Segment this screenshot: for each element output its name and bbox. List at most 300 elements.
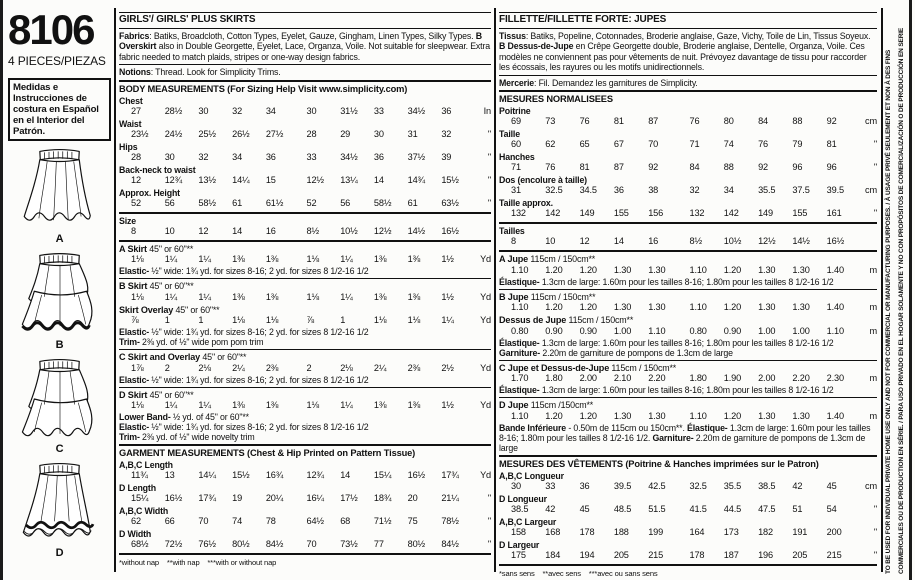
text-run: 45" or 60"** bbox=[146, 243, 194, 254]
bold-label: Élastique- bbox=[687, 422, 728, 433]
value-cell: 17¾ bbox=[441, 470, 459, 481]
value-cell: 37.5 bbox=[792, 185, 810, 196]
value-cell: 1.10 bbox=[511, 264, 529, 275]
value-cell: 34.5 bbox=[579, 185, 597, 196]
value-cell: 205 bbox=[613, 549, 629, 560]
value-cell: 2 bbox=[164, 362, 170, 373]
measurement-row bbox=[119, 198, 491, 210]
value-cell: 16½ bbox=[407, 470, 426, 481]
value-cell: 33 bbox=[373, 105, 384, 116]
value-cell: 81 bbox=[613, 116, 624, 127]
fr-section-a-header bbox=[499, 254, 877, 265]
value-cell: 10½ bbox=[340, 225, 358, 236]
bold-label: C Skirt and Overlay bbox=[119, 352, 201, 363]
unit-cell: " bbox=[873, 503, 877, 514]
value-cell: 1⅜ bbox=[373, 400, 387, 411]
row-label: Size bbox=[119, 215, 137, 226]
value-cell: 92 bbox=[758, 162, 768, 173]
value-cell: 2⅜ bbox=[407, 362, 421, 373]
value-cell: 14½ bbox=[407, 225, 426, 236]
text-run: 2.20m de garniture de pompons de 1.3cm de large bbox=[540, 347, 733, 358]
unit-cell: cm bbox=[865, 480, 877, 491]
french-panel bbox=[499, 12, 877, 578]
measurement-row bbox=[499, 139, 877, 151]
view-a-label: A bbox=[55, 233, 64, 245]
value-cell: 78 bbox=[265, 516, 276, 527]
value-cell: 16 bbox=[265, 225, 276, 236]
measurement-row bbox=[119, 129, 491, 141]
value-cell: 28 bbox=[131, 151, 141, 162]
value-cell: 76 bbox=[758, 139, 768, 150]
value-cell: 1½ bbox=[441, 291, 454, 302]
unit-cell: cm bbox=[865, 185, 877, 196]
value-cell: 45 bbox=[579, 503, 590, 514]
text-run: also in Double Georgette, Eyelet, Lace, Organza, Voile. Not suitable for sleepwear. Extra fabric needed to match plaids, stripes or one-way design fabrics. bbox=[119, 41, 490, 62]
value-cell: 156 bbox=[648, 208, 664, 219]
value-cell: 8 bbox=[511, 236, 516, 247]
measurement-row bbox=[499, 162, 877, 174]
bold-label: D Skirt bbox=[119, 389, 148, 400]
value-cell: 45 bbox=[826, 480, 837, 491]
rule bbox=[499, 455, 877, 457]
yardage-row bbox=[119, 315, 491, 327]
value-cell: 1 bbox=[340, 315, 346, 326]
bold-label: Trim- bbox=[119, 432, 140, 443]
value-cell: 14¼ bbox=[232, 174, 250, 185]
value-cell: 1¼ bbox=[340, 254, 353, 265]
en-garment-measurements-header: GARMENT MEASUREMENTS (Chest & Hip Printed on Pattern Tissue) bbox=[119, 448, 416, 459]
value-cell: 2⅜ bbox=[265, 362, 279, 373]
unit-cell: m bbox=[869, 325, 877, 336]
rule bbox=[119, 212, 491, 214]
value-cell: 13¼ bbox=[340, 174, 358, 185]
value-cell: 10 bbox=[545, 236, 556, 247]
measurement-row bbox=[499, 550, 877, 562]
value-cell: 32.5 bbox=[689, 480, 707, 491]
value-cell: 35.5 bbox=[758, 185, 776, 196]
measurement-row bbox=[119, 493, 491, 505]
value-cell: 60 bbox=[511, 139, 521, 150]
value-cell: 1½ bbox=[441, 254, 454, 265]
text-run: 1.3cm de large: 1.60m pour les tailles 8-16; 1.80m pour les tailles 8 1/2-16 1/2 bbox=[539, 385, 834, 396]
value-cell: 1⅛ bbox=[373, 315, 387, 326]
value-cell: 80½ bbox=[232, 539, 250, 550]
value-cell: 32.5 bbox=[545, 185, 563, 196]
bold-label: Élastique- bbox=[499, 276, 540, 287]
value-cell: 1.20 bbox=[545, 302, 563, 313]
en-section-b-header bbox=[119, 281, 491, 292]
value-cell: 48.5 bbox=[613, 503, 632, 514]
value-cell: 36 bbox=[579, 480, 590, 491]
unit-cell: Yd bbox=[480, 254, 492, 265]
value-cell: 73 bbox=[545, 116, 556, 127]
row-label: D Width bbox=[119, 529, 152, 540]
value-cell: 28½ bbox=[164, 105, 183, 116]
value-cell: 1⅜ bbox=[232, 254, 245, 265]
value-cell: 74 bbox=[723, 139, 734, 150]
value-cell: 14½ bbox=[792, 236, 810, 247]
bold-label: A Skirt bbox=[119, 243, 147, 254]
size-row bbox=[119, 226, 491, 238]
value-cell: 1⅜ bbox=[265, 400, 279, 411]
measurement-row bbox=[119, 470, 491, 482]
value-cell: 52 bbox=[306, 197, 317, 208]
value-cell: 38.5 bbox=[511, 503, 529, 514]
value-cell: 70 bbox=[648, 139, 659, 150]
value-cell: 87 bbox=[648, 116, 659, 127]
size-row bbox=[499, 236, 877, 248]
value-cell: 76 bbox=[545, 162, 556, 173]
value-cell: 1⅛ bbox=[306, 400, 319, 411]
value-cell: 81 bbox=[826, 139, 837, 150]
fr-title: FILLETTE/FILLETTE FORTE: JUPES bbox=[499, 12, 877, 29]
value-cell: 14 bbox=[340, 470, 351, 481]
value-cell: 1.00 bbox=[613, 325, 632, 336]
value-cell: 78½ bbox=[441, 516, 459, 527]
text-run: 45" or 60"** bbox=[147, 389, 194, 400]
rule bbox=[499, 564, 877, 566]
en-notions-paragraph bbox=[119, 67, 491, 77]
value-cell: 30 bbox=[198, 105, 209, 116]
bold-label: Dessus de Jupe bbox=[499, 315, 567, 326]
value-cell: 14 bbox=[613, 236, 624, 247]
value-cell: 88 bbox=[792, 116, 803, 127]
value-cell: 191 bbox=[792, 526, 808, 537]
value-cell: 2⅛ bbox=[340, 362, 353, 373]
row-label: Taille bbox=[499, 129, 520, 140]
value-cell: 36 bbox=[373, 151, 384, 162]
value-cell: 1⅛ bbox=[232, 315, 245, 326]
bold-label: A Jupe bbox=[499, 254, 529, 265]
skirt-d-illustration bbox=[12, 459, 108, 547]
value-cell: 42 bbox=[545, 503, 556, 514]
yardage-row bbox=[499, 373, 877, 385]
measurement-row bbox=[499, 481, 877, 493]
value-cell: 1.20 bbox=[579, 410, 597, 421]
value-cell: 15 bbox=[265, 174, 276, 185]
value-cell: 0.80 bbox=[511, 325, 529, 336]
value-cell: 1.20 bbox=[723, 302, 742, 313]
value-cell: 62 bbox=[545, 139, 556, 150]
value-cell: 1¼ bbox=[164, 400, 178, 411]
value-cell: 1.80 bbox=[689, 373, 707, 384]
view-b bbox=[8, 249, 111, 351]
value-cell: 21¼ bbox=[441, 493, 459, 504]
row-label: Dos (encolure à taille) bbox=[499, 175, 587, 186]
note-line bbox=[499, 385, 877, 395]
unit-cell: m bbox=[869, 373, 877, 384]
text-run: 2.20m de garniture de pompons de 1.3cm de large bbox=[499, 432, 866, 453]
value-cell: 168 bbox=[545, 526, 561, 537]
value-cell: 16½ bbox=[441, 225, 459, 236]
unit-cell: " bbox=[873, 549, 877, 560]
row-label: A,B,C Longueur bbox=[499, 470, 564, 481]
text-run: 115cm / 150cm** bbox=[528, 254, 596, 265]
note-line bbox=[499, 423, 877, 453]
measurement-row bbox=[119, 106, 491, 118]
value-cell: 1.20 bbox=[579, 302, 597, 313]
value-cell: 31½ bbox=[340, 105, 358, 116]
margin-legal-line-2: COMMERCIALES OU DE PRODUCTION EN SÉRIE. / PARA USO PRIVADO EN EL HOGAR SOLAMENTE Y NO CON PROPÓSITOS DE COMERCIALIZACIÓN O DE PRODUCCIÓN EN SERIE bbox=[898, 27, 905, 574]
measurement-row bbox=[499, 185, 877, 197]
text-run: : Fil. Demandez les garnitures de Simplicity. bbox=[534, 77, 698, 88]
value-cell: 61 bbox=[232, 197, 243, 208]
value-cell: 64½ bbox=[306, 516, 324, 527]
bold-label: Bande Inférieure bbox=[499, 422, 567, 433]
value-cell: 1¼ bbox=[340, 291, 353, 302]
en-nap-footnote: *without nap **with nap ***with or without nap bbox=[119, 558, 277, 568]
bold-label: Elastic- bbox=[119, 374, 150, 385]
value-cell: 2½ bbox=[441, 362, 454, 373]
rule bbox=[499, 222, 877, 224]
value-cell: 1.20 bbox=[723, 264, 742, 275]
unit-cell: " bbox=[873, 208, 877, 219]
value-cell: 47.5 bbox=[758, 503, 776, 514]
value-cell: 2¼ bbox=[232, 362, 245, 373]
value-cell: 1¼ bbox=[441, 315, 454, 326]
text-run: 115cm / 150cm** bbox=[528, 291, 596, 302]
value-cell: 71 bbox=[689, 139, 700, 150]
value-cell: 1¼ bbox=[198, 291, 211, 302]
value-cell: 37½ bbox=[407, 151, 426, 162]
value-cell: 42 bbox=[792, 480, 803, 491]
value-cell: 188 bbox=[613, 526, 629, 537]
value-cell: 1⅜ bbox=[265, 291, 279, 302]
value-cell: 12¾ bbox=[164, 174, 183, 185]
value-cell: 17½ bbox=[340, 493, 358, 504]
value-cell: 42.5 bbox=[648, 480, 666, 491]
value-cell: 33 bbox=[545, 480, 556, 491]
value-cell: 36 bbox=[265, 151, 276, 162]
unit-cell: m bbox=[869, 302, 877, 313]
note-line bbox=[119, 337, 491, 347]
value-cell: 1.90 bbox=[723, 373, 742, 384]
view-a bbox=[8, 145, 111, 245]
value-cell: 66 bbox=[164, 516, 175, 527]
value-cell: 10½ bbox=[723, 236, 742, 247]
bold-label: Garniture- bbox=[652, 432, 694, 443]
value-cell: 2.20 bbox=[792, 373, 810, 384]
value-cell: 35.5 bbox=[723, 480, 742, 491]
row-label: Tailles bbox=[499, 226, 525, 237]
bold-label: Garniture- bbox=[499, 347, 541, 358]
value-cell: 14 bbox=[373, 174, 384, 185]
row-label: A,B,C Width bbox=[119, 506, 169, 517]
text-run: 1.3cm de large: 1.60m pour les tailles 8-16; 1.80m pour les tailles 8 1/2-16 1/2 bbox=[539, 276, 834, 287]
bold-label: Lower Band- bbox=[119, 412, 171, 423]
bold-label: Élastique- bbox=[499, 385, 540, 396]
text-run: 2⅜ yd. of ½" wide pom pom trim bbox=[139, 337, 264, 348]
unit-cell: " bbox=[487, 516, 492, 527]
text-run: 115cm /150cm** bbox=[528, 400, 594, 411]
value-cell: 76 bbox=[579, 116, 590, 127]
fr-notions-paragraph bbox=[499, 78, 877, 88]
value-cell: 1⅞ bbox=[131, 362, 144, 373]
row-label: D Longueur bbox=[499, 493, 547, 504]
row-label: Waist bbox=[119, 118, 142, 129]
note-line bbox=[119, 412, 491, 422]
value-cell: 58½ bbox=[373, 197, 392, 208]
value-cell: 44.5 bbox=[723, 503, 742, 514]
pieces-count: 4 PIECES/PIEZAS bbox=[8, 54, 106, 68]
value-cell: 16¾ bbox=[265, 470, 284, 481]
bold-label: B Overskirt bbox=[119, 31, 482, 52]
value-cell: 92 bbox=[648, 162, 659, 173]
value-cell: 0.90 bbox=[545, 325, 563, 336]
value-cell: 12¾ bbox=[306, 470, 324, 481]
value-cell: 62 bbox=[131, 516, 141, 527]
value-cell: 38 bbox=[648, 185, 659, 196]
value-cell: 41.5 bbox=[689, 503, 707, 514]
bold-label: Élastique- bbox=[499, 337, 540, 348]
value-cell: 38.5 bbox=[758, 480, 776, 491]
value-cell: 18¾ bbox=[373, 493, 392, 504]
value-cell: 70 bbox=[198, 516, 209, 527]
bold-label: B Dessus-de-Jupe bbox=[499, 41, 574, 52]
value-cell: 81 bbox=[579, 162, 590, 173]
unit-cell: Yd bbox=[480, 400, 492, 411]
left-panel bbox=[8, 8, 111, 574]
value-cell: 84 bbox=[758, 116, 768, 127]
row-label: Chest bbox=[119, 95, 143, 106]
value-cell: 2.10 bbox=[613, 373, 632, 384]
value-cell: 1.30 bbox=[613, 410, 632, 421]
value-cell: 51.5 bbox=[648, 503, 666, 514]
value-cell: 2.00 bbox=[758, 373, 776, 384]
divider-columns bbox=[494, 8, 496, 572]
value-cell: 1.20 bbox=[723, 410, 742, 421]
value-cell: 1.00 bbox=[758, 325, 776, 336]
value-cell: 1 bbox=[198, 315, 204, 326]
value-cell: 15¼ bbox=[373, 470, 392, 481]
value-cell: 15¼ bbox=[131, 493, 149, 504]
note-line bbox=[119, 266, 491, 276]
rule bbox=[499, 360, 877, 361]
value-cell: 27½ bbox=[265, 128, 284, 139]
value-cell: 30 bbox=[164, 151, 175, 162]
value-cell: 36 bbox=[441, 105, 452, 116]
yardage-row bbox=[499, 265, 877, 277]
text-run: 1.3cm de large: 1.60m pour les tailles 8-16; 1.80m pour les tailles 8 1/2-16 1/2. bbox=[499, 422, 871, 443]
value-cell: 199 bbox=[648, 526, 664, 537]
value-cell: 54 bbox=[826, 503, 837, 514]
value-cell: 1.40 bbox=[826, 264, 844, 275]
value-cell: 80½ bbox=[407, 539, 426, 550]
value-cell: 84½ bbox=[441, 539, 459, 550]
value-cell: 155 bbox=[792, 208, 808, 219]
value-cell: 34½ bbox=[340, 151, 358, 162]
measurement-row bbox=[119, 152, 491, 164]
measurement-row bbox=[499, 116, 877, 128]
value-cell: 1⅛ bbox=[306, 291, 319, 302]
note-line bbox=[119, 327, 491, 337]
value-cell: 29 bbox=[340, 128, 351, 139]
fr-fabrics-paragraph bbox=[499, 31, 877, 73]
text-run: en Crêpe Georgette double, Broderie anglaise, Dentelle, Organza, Voile. Ces modèles ne conviennent pas pour vêtements de nuit. Prévoyez davantage de tissu pour raccorder les écossais, les rayures ou les motifs unidirectionnels. bbox=[499, 41, 867, 73]
value-cell: 2.00 bbox=[579, 373, 597, 384]
fr-section-d-header bbox=[499, 400, 877, 411]
value-cell: 8½ bbox=[306, 225, 319, 236]
bold-label: Tissus bbox=[499, 31, 526, 41]
value-cell: 1.30 bbox=[792, 302, 810, 313]
value-cell: 11¾ bbox=[131, 470, 148, 481]
value-cell: 12 bbox=[198, 225, 209, 236]
measurement-row bbox=[499, 208, 877, 220]
value-cell: 1¼ bbox=[198, 400, 211, 411]
yardage-row bbox=[119, 254, 491, 266]
value-cell: 161 bbox=[826, 208, 842, 219]
value-cell: 205 bbox=[792, 549, 808, 560]
value-cell: 17¾ bbox=[198, 493, 216, 504]
text-run: 2⅜ yd. of ½" wide novelty trim bbox=[139, 432, 255, 443]
value-cell: 14 bbox=[232, 225, 243, 236]
value-cell: 32 bbox=[689, 185, 700, 196]
text-run: : Batiks, Broadcloth, Cotton Types, Eyelet, Gauze, Gingham, Linen Types, Silky Types. bbox=[149, 31, 476, 41]
value-cell: 68 bbox=[340, 516, 351, 527]
bold-label: Elastic- bbox=[119, 422, 150, 433]
row-label: D Length bbox=[119, 483, 156, 494]
unit-cell: " bbox=[487, 539, 492, 550]
value-cell: 194 bbox=[579, 549, 595, 560]
value-cell: 52 bbox=[131, 197, 141, 208]
value-cell: 13½ bbox=[198, 174, 216, 185]
value-cell: 10 bbox=[164, 225, 175, 236]
rule bbox=[499, 75, 877, 76]
value-cell: 27 bbox=[131, 105, 141, 116]
value-cell: 1.10 bbox=[511, 410, 529, 421]
value-cell: 32 bbox=[441, 128, 452, 139]
fr-body-measurements-header: MESURES NORMALISEES bbox=[499, 94, 613, 105]
value-cell: 80 bbox=[723, 116, 734, 127]
value-cell: 15½ bbox=[232, 470, 250, 481]
value-cell: 1.30 bbox=[648, 302, 666, 313]
value-cell: 32 bbox=[198, 151, 209, 162]
value-cell: 1.10 bbox=[511, 302, 529, 313]
bold-label: Trim- bbox=[119, 337, 140, 348]
value-cell: 87 bbox=[613, 162, 624, 173]
value-cell: 1⅜ bbox=[407, 400, 421, 411]
text-run: ½" wide: 1¾ yd. for sizes 8-16; 2 yd. for sizes 8 1/2-16 1/2 bbox=[149, 327, 369, 338]
rule bbox=[119, 240, 491, 242]
value-cell: 15½ bbox=[441, 174, 459, 185]
value-cell: 1½ bbox=[441, 400, 454, 411]
value-cell: 8½ bbox=[689, 236, 702, 247]
value-cell: ⅞ bbox=[306, 315, 315, 326]
unit-cell: " bbox=[873, 139, 877, 150]
rule bbox=[119, 444, 491, 446]
row-label: A,B,C Length bbox=[119, 460, 173, 471]
value-cell: 215 bbox=[826, 549, 842, 560]
value-cell: 1⅜ bbox=[373, 291, 387, 302]
value-cell: 178 bbox=[689, 549, 705, 560]
value-cell: 196 bbox=[758, 549, 773, 560]
english-panel bbox=[119, 12, 491, 567]
value-cell: 1⅜ bbox=[373, 254, 387, 265]
value-cell: 16¼ bbox=[306, 493, 324, 504]
value-cell: 30 bbox=[373, 128, 384, 139]
row-label: D Largeur bbox=[499, 539, 540, 550]
text-run: ½" wide: 1¾ yd. for sizes 8-16; 2 yd. for sizes 8 1/2-16 1/2 bbox=[149, 266, 369, 277]
row-label: Approx. Height bbox=[119, 187, 180, 198]
value-cell: 16½ bbox=[164, 493, 183, 504]
value-cell: 12½ bbox=[758, 236, 776, 247]
spanish-note-box: Medidas e Instrucciones de costura en Español en el Interior del Patrón. bbox=[8, 78, 111, 141]
value-cell: 56 bbox=[340, 197, 351, 208]
unit-cell: Yd bbox=[480, 362, 492, 373]
value-cell: 0.90 bbox=[579, 325, 597, 336]
unit-cell: " bbox=[873, 526, 877, 537]
yardage-row bbox=[499, 411, 877, 423]
